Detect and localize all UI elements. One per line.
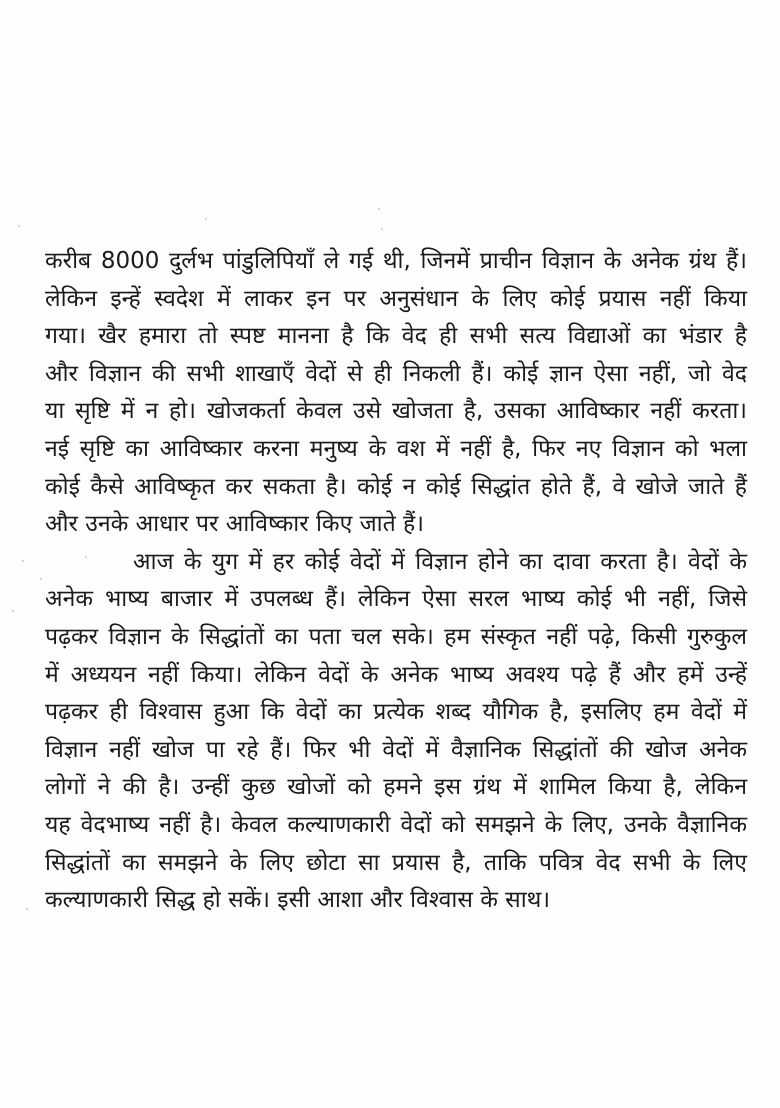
text-line: पढ़कर विज्ञान के सिद्धांतों का पता चल सके। हम संस्कृत नहीं पढ़े, किसी गुरुकुल [45, 623, 747, 650]
text-line: अनेक भाष्य बाजार में उपलब्ध हैं। लेकिन ऐसा सरल भाष्य कोई भी नहीं, जिसे [45, 586, 747, 613]
scan-speck [40, 578, 42, 580]
scan-speck [22, 560, 24, 562]
text-line: आज के युग में हर कोई वेदों में विज्ञान होने का दावा करता है। वेदों के [133, 548, 747, 575]
paragraph-2 [45, 544, 747, 920]
text-line: करीब 8000 दुर्लभ पांडुलिपियाँ ले गई थी, जिनमें प्राचीन विज्ञान के अनेक ग्रंथ हैं। [45, 248, 747, 274]
scan-speck [205, 218, 207, 220]
text-line: कोई कैसे आविष्कृत कर सकता है। कोई न कोई सिद्धांत होते हैं, वे खोजे जाते हैं [45, 473, 747, 500]
text-line: पढ़कर ही विश्वास हुआ कि वेदों का प्रत्येक शब्द यौगिक है, इसलिए हम वेदों में [45, 699, 747, 726]
text-line: विज्ञान नहीं खोज पा रहे हैं। फिर भी वेदों में वैज्ञानिक सिद्धांतों की खोज अनेक [45, 736, 747, 763]
text-line: नई सृष्टि का आविष्कार करना मनुष्य के वश में नहीं है, फिर नए विज्ञान को भला [45, 435, 747, 462]
scan-speck [18, 225, 20, 227]
text-line: या सृष्टि में न हो। खोजकर्ता केवल उसे खोजता है, उसका आविष्कार नहीं करता। [45, 398, 747, 425]
text-line: सिद्धांतों का समझने के लिए छोटा सा प्रयास है, ताकि पवित्र वेद सभी के लिए [45, 849, 747, 876]
text-line: यह वेदभाष्य नहीं है। केवल कल्याणकारी वेदों को समझने के लिए, उनके वैज्ञानिक [45, 811, 747, 838]
scan-speck [378, 208, 380, 210]
scan-speck [12, 610, 14, 612]
text-line: और विज्ञान की सभी शाखाएँ वेदों से ही निकली हैं। कोई ज्ञान ऐसा नहीं, जो वेद [45, 360, 747, 387]
scan-speck [26, 908, 28, 910]
scan-speck [381, 228, 383, 230]
body-text [45, 243, 747, 920]
text-line: गया। खैर हमारा तो स्पष्ट मानना है कि वेद ही सभी सत्य विद्याओं का भंडार है [45, 323, 747, 350]
paragraph-1 [45, 243, 747, 544]
text-line: कल्याणकारी सिद्ध हो सकें। इसी आशा और विश्वास के साथ। [45, 887, 551, 914]
text-line: लेकिन इन्हें स्वदेश में लाकर इन पर अनुसंधान के लिए कोई प्रयास नहीं किया [45, 285, 747, 312]
text-line: लोगों ने की है। उन्हीं कुछ खोजों को हमने इस ग्रंथ में शामिल किया है, लेकिन [45, 774, 747, 801]
text-line: और उनके आधार पर आविष्कार किए जाते हैं। [45, 511, 424, 538]
text-line: में अध्ययन नहीं किया। लेकिन वेदों के अनेक भाष्य अवश्य पढ़े हैं और हमें उन्हें [45, 661, 747, 688]
scan-speck [85, 556, 87, 558]
